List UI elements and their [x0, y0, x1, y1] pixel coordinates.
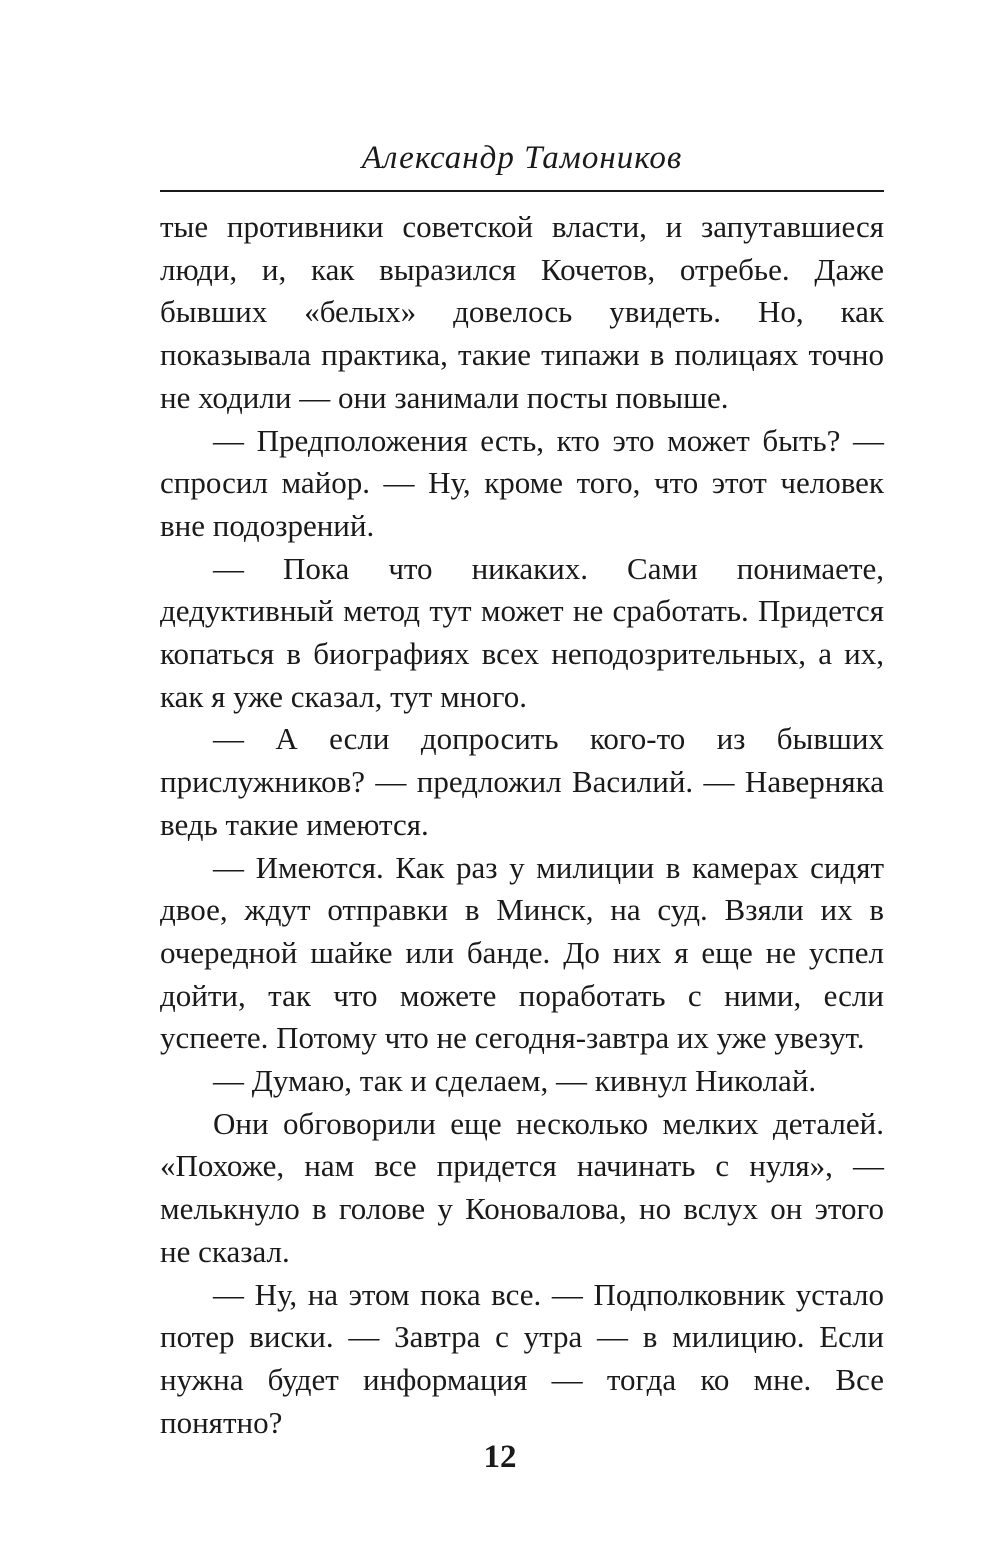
- paragraph: — Думаю, так и сделаем, — кивнул Николай.: [213, 1063, 817, 1099]
- paragraph: — Имеются. Как раз у милиции в камерах сидят двое, ждут отправки в Минск, на суд. Взяли их в очередной шайке или банде. До них я еще не успел дойти, так что можете поработать с ними, если успеете. Потому что не сегодня-завтра их уже увезут.: [160, 849, 884, 1056]
- page-number: 12: [483, 1439, 517, 1475]
- running-head-author: Александр Тамоников: [361, 140, 683, 176]
- body-text: [160, 206, 884, 1444]
- paragraph: Они обговорили еще несколько мелких деталей. «Похоже, нам все придется начинать с нуля», — мелькнуло в голове у Коновалова, но вслух он этого не сказал.: [160, 1105, 884, 1269]
- paragraph-continued: тые противники советской власти, и запутавшиеся люди, и, как выразился Кочетов, отребье. Даже бывших «белых» довелось увидеть. Но, как показывала практика, такие типажи в полицаях точно не ходили — они занимали посты повыше.: [160, 209, 884, 415]
- paragraph: — Предположения есть, кто это может быть? — спросил майор. — Ну, кроме того, что этот человек вне подозрений.: [160, 422, 884, 543]
- paragraph: — А если допросить кого-то из бывших прислужников? — предложил Василий. — Наверняка ведь такие имеются.: [160, 721, 884, 842]
- header-rule: [160, 190, 884, 192]
- paragraph: — Пока что никаких. Сами понимаете, дедуктивный метод тут может не сработать. Придется копаться в биографиях всех неподозрительных, а их, как я уже сказал, тут много.: [160, 550, 884, 714]
- paragraph: — Ну, на этом пока все. — Подполковник устало потер виски. — Завтра с утра — в милицию. Если нужна будет информация — тогда ко мне. Все понятно?: [160, 1276, 884, 1440]
